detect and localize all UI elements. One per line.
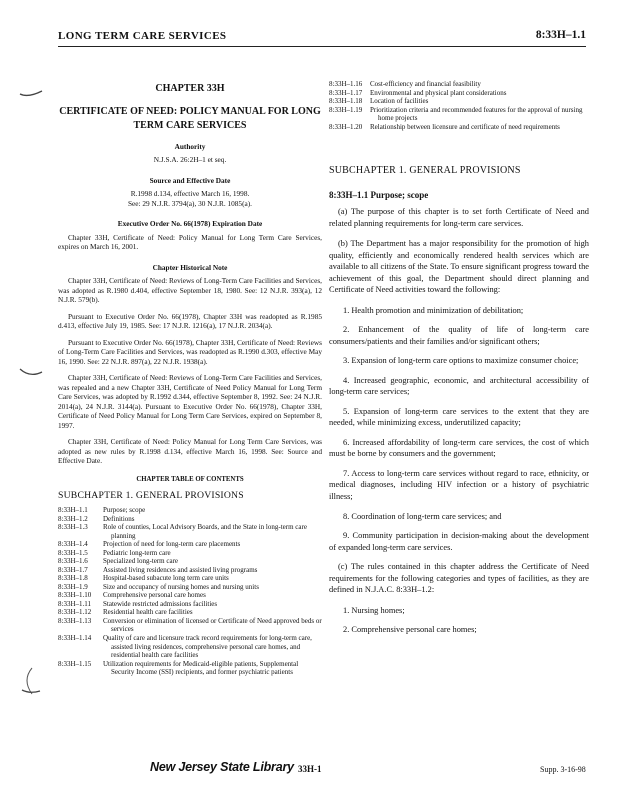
toc-entry: 8:33H–1.5 Pediatric long-term care (58, 548, 171, 557)
source-line: R.1998 d.134, effective March 16, 1998. (130, 189, 250, 199)
toc-entry: 8:33H–1.10 Comprehensive personal care homes (58, 591, 206, 600)
list-item: 9. Community participation in decision-making about the development of expanded long-term care services. (329, 531, 589, 552)
toc-entry: 8:33H–1.7 Assisted living residences and assisted living programs (58, 565, 258, 574)
table-of-contents (58, 506, 322, 677)
toc-entry: 8:33H–1.17 Environmental and physical plant considerations (329, 88, 507, 97)
table-of-contents-continued (329, 80, 589, 131)
toc-entry: 8:33H–1.14 Quality of care and licensure track record requirements for long-term care, assisted living residences, comprehensive personal care homes, and residential health care facilities (58, 634, 312, 660)
eo-text: Chapter 33H, Certificate of Need: Policy Manual for Long Term Care Services, expires on March 16, 2001. (58, 232, 322, 252)
toc-entry: 8:33H–1.15 Utilization requirements for Medicaid-eligible patients, Supplemental Security Income (SSI) recipients, and former psychiatric patients (58, 659, 299, 677)
toc-entry: 8:33H–1.8 Hospital-based subacute long term care units (58, 574, 229, 583)
toc-subchapter-heading: SUBCHAPTER 1. GENERAL PROVISIONS (58, 490, 244, 502)
history-paragraph: Chapter 33H, Certificate of Need: Reviews of Long-Term Care Facilities and Services, was adopted as R.1980 d.404, effective September 18, 1980. See: 12 N.J.R. 393(a), 12 N.J.R. 579(b). (58, 276, 322, 305)
left-column (58, 82, 322, 677)
list-item: 1. Health promotion and minimization of debilitation; (343, 305, 524, 315)
toc-heading: CHAPTER TABLE OF CONTENTS (136, 475, 244, 483)
toc-entry: 8:33H–1.20 Relationship between licensure and certificate of need requirements (329, 122, 560, 131)
paragraph-a: (a) The purpose of this chapter is to set forth Certificate of Need and related planning requirements for long-term care services. (329, 207, 589, 228)
toc-entry: 8:33H–1.4 Projection of need for long-term care placements (58, 540, 241, 549)
toc-entry: 8:33H–1.13 Conversion or elimination of licensed or Certificate of Need approved beds or services (58, 616, 322, 634)
toc-entry: 8:33H–1.19 Prioritization criteria and recommended features for the approval of nursing home projects (329, 105, 583, 123)
list-item: 2. Comprehensive personal care homes; (343, 625, 477, 635)
history-paragraph: Chapter 33H, Certificate of Need: Reviews of Long-Term Care Facilities and Services, was repealed and a new Chapter 33H, Certificate of Need Policy Manual for Long Term Care Services, was adopted by R.1992 d.344, effective September 8, 1992. See: 24 N.J.R. 2014(a), 24 N.J.R. 3144(a). Pursuant to Executive Order No. 66(1978), Chapter 33H, Certificate of Need Policy Manual for Long Term Care Services, expired on September 8, 1997. (58, 373, 322, 430)
toc-entry: 8:33H–1.11 Statewide restricted admissions facilities (58, 599, 218, 608)
toc-entry: 8:33H–1.18 Location of facilities (329, 97, 429, 106)
running-title: LONG TERM CARE SERVICES (58, 30, 227, 42)
history-paragraph: Pursuant to Executive Order No. 66(1978), Chapter 33H, Certificate of Need: Reviews of Long-Term Care Facilities and Services, was readopted as R.1990 d.303, effective May 16, 1990. See: 22 N.J.R. 897(a), 22 N.J.R. 1938(a). (58, 337, 322, 366)
list-item: 6. Increased affordability of long-term care services, the cost of which must be borne by consumers and the government; (329, 437, 589, 459)
margin-bracket-icon (18, 666, 44, 696)
list-item: 3. Expansion of long-term care options to maximize consumer choice; (343, 356, 579, 366)
paragraph-c: (c) The rules contained in this chapter address the Certificate of Need requirements for the following categories and types of facilities, as they are defined in N.J.A.C. 8:33H–1.2: (329, 562, 589, 595)
history-paragraph: Pursuant to Executive Order No. 66(1978), Chapter 33H was readopted as R.1985 d.413, effective July 19, 1985. See: 17 N.J.R. 1216(a), 17 N.J.R. 2034(a). (58, 311, 322, 331)
authority-heading: Authority (174, 142, 206, 151)
list-item: 1. Nursing homes; (343, 605, 405, 615)
section-code: 8:33H–1.1 (535, 29, 586, 41)
source-line: See: 29 N.J.R. 3794(a), 30 N.J.R. 1085(a). (127, 198, 253, 208)
section-heading: 8:33H–1.1 Purpose; scope (329, 190, 429, 201)
paragraph-b: (b) The Department has a major responsibility for the promotion of high quality, efficiently and economically rendered health services which are available to all citizens of the State. To ensure significant progress toward the achievement of this goal, the Department should direct planning and Certificate of Need activities toward the following: (329, 239, 589, 295)
list-item: 5. Expansion of long-term care services to the extent that they are needed, while minimizing excess, underutilized capacity; (329, 406, 589, 428)
authority-text: N.J.S.A. 26:2H–1 et seq. (153, 155, 227, 165)
eo-heading: Executive Order No. 66(1978) Expiration Date (117, 219, 263, 229)
right-column (329, 80, 589, 644)
list-item: 8. Coordination of long-term care services; and (343, 511, 502, 521)
list-item: 7. Access to long-term care services without regard to race, ethnicity, or medical diagnoses, including HIV infection or a history of psychiatric illness; (329, 468, 589, 501)
library-stamp: New Jersey State Library (150, 760, 294, 774)
toc-entry: 8:33H–1.12 Residential health care facilities (58, 608, 193, 617)
toc-entry: 8:33H–1.2 Definitions (58, 514, 135, 523)
toc-entry: 8:33H–1.6 Specialized long-term care (58, 557, 179, 566)
history-heading: Chapter Historical Note (152, 262, 228, 272)
source-heading: Source and Effective Date (149, 175, 231, 185)
toc-entry: 8:33H–1.1 Purpose; scope (58, 506, 146, 515)
chapter-title: CERTIFICATE OF NEED: POLICY MANUAL FOR LONG TERM CARE SERVICES (59, 106, 321, 131)
subchapter-heading: SUBCHAPTER 1. GENERAL PROVISIONS (329, 165, 521, 177)
toc-entry: 8:33H–1.3 Role of counties, Local Advisory Boards, and the State in long-term care planning (58, 523, 307, 540)
margin-mark-icon (18, 88, 44, 102)
supplement-date: Supp. 3-16-98 (540, 765, 586, 774)
chapter-number: CHAPTER 33H (155, 83, 225, 94)
page-number: 33H-1 (298, 764, 322, 774)
history-paragraph: Chapter 33H, Certificate of Need: Policy Manual for Long Term Care Services, was adopted as new rules by R.1998 d.134, effective March 16, 1998. See: Source and Effective Date. (58, 437, 322, 466)
running-header (58, 28, 586, 47)
list-item: 2. Enhancement of the quality of life of long-term care consumers/patients and their families and/or significant others; (329, 325, 589, 346)
margin-mark-icon (18, 366, 44, 380)
toc-entry: 8:33H–1.9 Size and occupancy of nursing homes and nursing units (58, 582, 259, 591)
toc-entry: 8:33H–1.16 Cost-efficiency and financial feasibility (329, 80, 481, 88)
list-item: 4. Increased geographic, economic, and architectural accessibility of long-term care services; (329, 375, 589, 397)
